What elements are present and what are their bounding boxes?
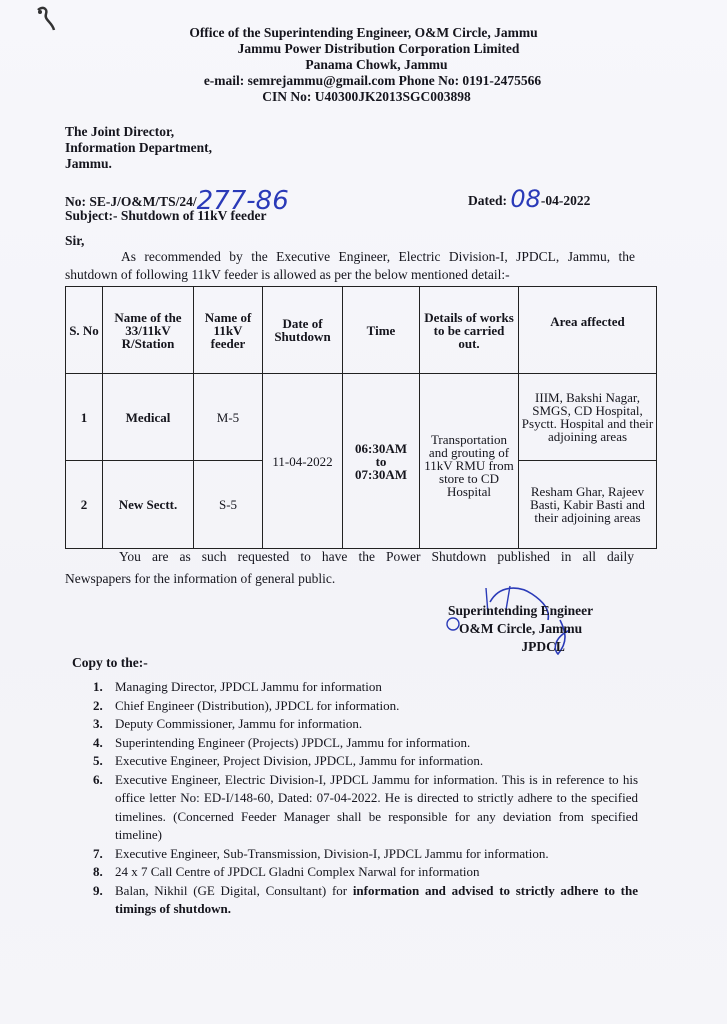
shared-date: 11-04-2022	[263, 374, 343, 549]
signature-circle: O&M Circle, Jammu	[459, 621, 583, 636]
list-item	[93, 734, 638, 753]
header-feeder: Name of 11kV feeder	[194, 287, 263, 374]
salutation: Sir,	[65, 233, 85, 248]
header-date: Date of Shutdown	[263, 287, 343, 374]
header-details: Details of works to be carried out.	[420, 287, 519, 374]
header-sno: S. No	[66, 287, 103, 374]
copy-text: Superintending Engineer (Projects) JPDCL, Jammu for information.	[115, 734, 471, 750]
letterhead-office: Office of the Superintending Engineer, O&M Circle, Jammu	[189, 25, 538, 40]
letterhead-contact: e-mail: semrejammu@gmail.com Phone No: 0191-2475566	[203, 73, 542, 88]
intro-line-1: As recommended by the Executive Engineer, Electric Division-I, JPDCL, Jammu, the	[121, 249, 635, 264]
signature-block	[448, 602, 593, 656]
recipient-block	[65, 124, 212, 172]
copy-text: Executive Engineer, Project Division, JPDCL, Jammu for information.	[115, 753, 484, 768]
request-line-1: You are as such requested to have the Power Shutdown published in all daily	[119, 549, 634, 564]
list-item	[93, 845, 638, 864]
row-2-feeder: S-5	[194, 461, 263, 549]
list-item	[93, 715, 638, 734]
dated-suffix: -04-2022	[540, 193, 591, 208]
row-2-area: Resham Ghar, Rajeev Basti, Kabir Basti and their adjoining areas	[519, 461, 657, 549]
copy-num: 8.	[93, 864, 103, 879]
table-header-row	[66, 287, 657, 374]
recipient-line-1: The Joint Director,	[65, 124, 175, 139]
list-item	[93, 752, 638, 771]
row-1-station: Medical	[103, 374, 194, 461]
reference-date	[468, 183, 590, 211]
time-start: 06:30AM	[355, 440, 407, 456]
copy-num: 3.	[93, 716, 103, 731]
reference-handwritten: 277-86	[196, 186, 289, 216]
copy-text: Executive Engineer, Electric Division-I, JPDCL Jammu for information. This is in reference to his office letter No: ED-I/148-60, Dated: 07-04-2022. He is directed to strictly adhere to the specified timelines. (Concerned Feeder Manager shall be responsible for any deviation from specified timeline)	[115, 771, 638, 842]
copy-title: Copy to the:-	[72, 655, 148, 670]
row-1-feeder: M-5	[194, 374, 263, 461]
copy-num: 7.	[93, 845, 103, 861]
header-time: Time	[343, 287, 420, 374]
copy-text: Executive Engineer, Sub-Transmission, Division-I, JPDCL Jammu for information.	[115, 845, 549, 861]
copy-text: Deputy Commissioner, Jammu for information.	[115, 716, 363, 731]
shared-details: Transportation and grouting of 11kV RMU from store to CD Hospital	[420, 374, 519, 549]
intro-line-2: shutdown of following 11kV feeder is allowed as per the below mentioned detail:-	[65, 267, 510, 282]
request-line-2: Newspapers for the information of general public.	[65, 571, 336, 586]
copy-num: 1.	[93, 679, 103, 694]
dated-label: Dated:	[468, 193, 507, 208]
row-2-station: New Sectt.	[103, 461, 194, 549]
dated-handwritten: 08	[510, 185, 541, 213]
letterhead-company: Jammu Power Distribution Corporation Limited	[237, 41, 520, 56]
list-item	[93, 771, 638, 845]
table-row	[66, 374, 657, 461]
header-area: Area affected	[519, 287, 657, 374]
copy-num: 9.	[93, 882, 103, 898]
list-item	[93, 882, 638, 919]
copy-num: 4.	[93, 734, 103, 750]
letterhead-cin: CIN No: U40300JK2013SGC003898	[262, 89, 471, 104]
subject-line: Subject:- Shutdown of 11kV feeder	[65, 208, 267, 223]
copy-text-bold: information and advised to strictly adhere to the timings of shutdown.	[115, 882, 638, 916]
copy-num: 5.	[93, 753, 103, 768]
signature-org: JPDCL	[521, 639, 565, 654]
signature-title: Superintending Engineer	[448, 603, 594, 618]
copy-list	[93, 678, 638, 919]
recipient-line-3: Jammu.	[65, 156, 112, 171]
letterhead	[0, 25, 727, 105]
list-item	[93, 863, 638, 882]
reference-prefix: No: SE-J/O&M/TS/24/	[65, 194, 197, 209]
row-1-area: IIIM, Bakshi Nagar, SMGS, CD Hospital, Psyctt. Hospital and their adjoining areas	[519, 374, 657, 461]
time-end: 07:30AM	[355, 466, 407, 482]
copy-text-plain: Balan, Nikhil (GE Digital, Consultant) for	[115, 882, 353, 898]
list-item	[93, 697, 638, 716]
shutdown-table	[65, 286, 657, 549]
copy-text: Managing Director, JPDCL Jammu for information	[115, 679, 382, 694]
row-1-sno: 1	[66, 374, 103, 461]
list-item	[93, 678, 638, 697]
row-2-sno: 2	[66, 461, 103, 549]
time-separator: to	[375, 453, 387, 469]
copy-num: 2.	[93, 697, 103, 713]
recipient-line-2: Information Department,	[65, 140, 212, 155]
header-station: Name of the 33/11kV R/Station	[103, 287, 194, 374]
copy-num: 6.	[93, 771, 103, 787]
copy-text: 24 x 7 Call Centre of JPDCL Gladni Complex Narwal for information	[115, 864, 480, 879]
shared-time	[343, 374, 420, 549]
copy-text: Chief Engineer (Distribution), JPDCL for information.	[115, 697, 400, 713]
letterhead-address: Panama Chowk, Jammu	[305, 57, 448, 72]
